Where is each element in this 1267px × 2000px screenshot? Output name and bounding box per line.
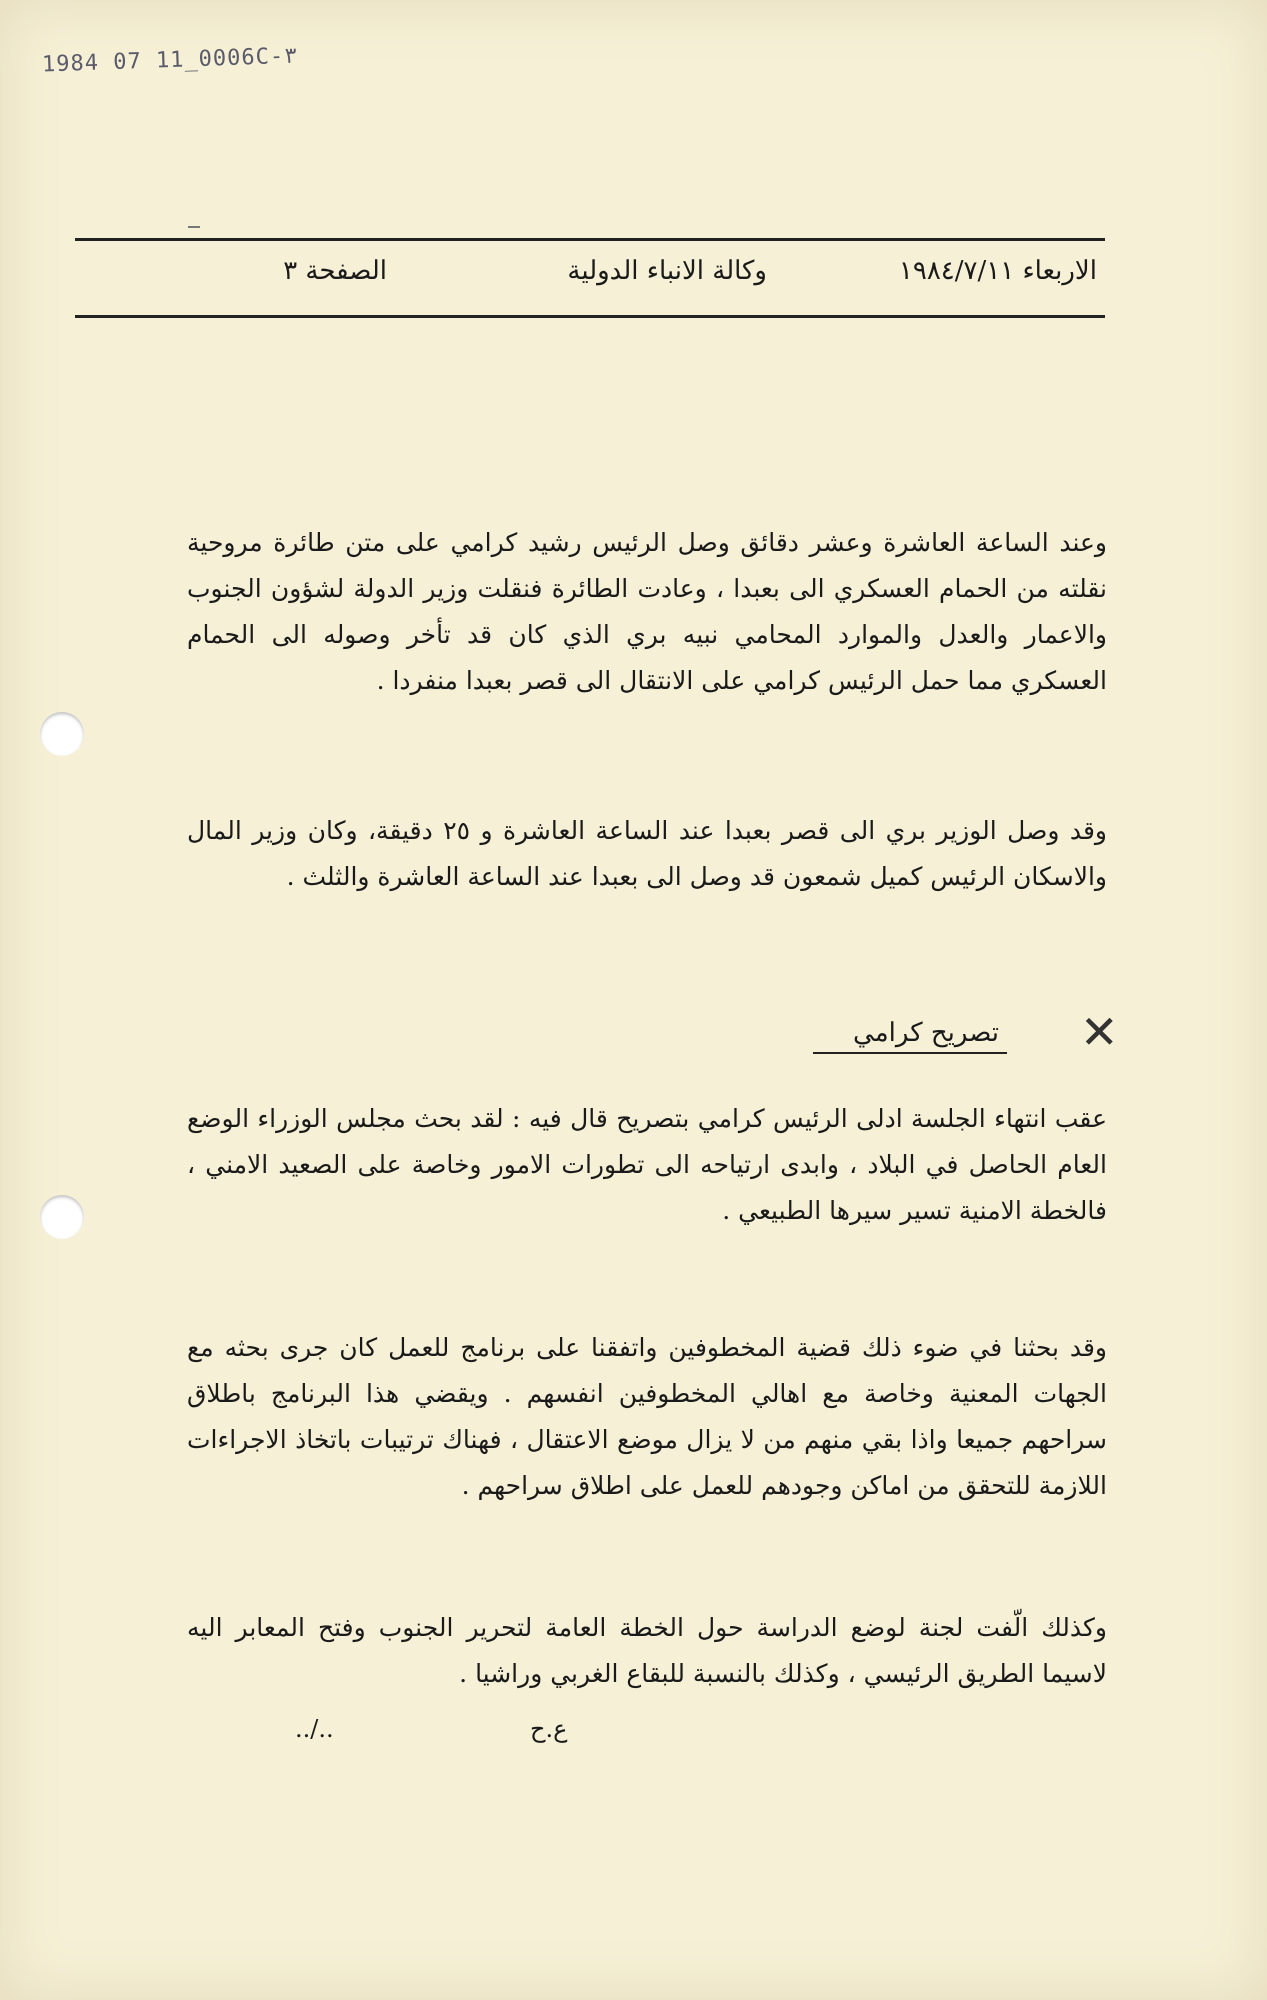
ink-speck (188, 226, 200, 228)
reference-code: 1984 07 11_0006C-٣ (41, 43, 298, 78)
paragraph-arrival-karami: وعند الساعة العاشرة وعشر دقائق وصل الرئيس رشيد كرامي على متن طائرة مروحية نقلته من الحمام العسكري الى بعبدا ، وعادت الطائرة فنقلت وزير الدولة لشؤون الجنوب والاعمار والعدل والموارد المحامي نبيه بري الذي كان قد تأخر وصوله الى الحمام العسكري مما حمل الرئيس كرامي على الانتقال الى قصر بعبدا منفردا . (187, 528, 1107, 695)
continuation-mark: ../.. (295, 1715, 334, 1743)
section-subtitle: تصريح كرامي (813, 1018, 1007, 1054)
header-top-rule (75, 238, 1105, 241)
margin-x-mark: ✕ (1080, 1005, 1119, 1059)
paragraph-arrival-berri: وقد وصل الوزير بري الى قصر بعبدا عند الساعة العاشرة و ٢٥ دقيقة، وكان وزير المال والاسكان الرئيس كميل شمعون قد وصل الى بعبدا عند الساعة العاشرة والثلث . (187, 816, 1107, 891)
punch-hole (40, 1195, 84, 1239)
paragraph-statement-intro: عقب انتهاء الجلسة ادلى الرئيس كرامي بتصريح قال فيه : لقد بحث مجلس الوزراء الوضع العام الحاصل في البلاد ، وابدى ارتياحه الى تطورات الامور وخاصة على الصعيد الامني ، فالخطة الامنية تسير سيرها الطبيعي . (187, 1104, 1107, 1225)
punch-hole (40, 712, 84, 756)
paragraph-statement-south: وكذلك الّفت لجنة لوضع الدراسة حول الخطة العامة لتحرير الجنوب وفتح المعابر اليه لاسيما الطريق الرئيسي ، وكذلك بالنسبة للبقاع الغربي وراشيا . (187, 1613, 1107, 1688)
header-date: الاربعاء ١٩٨٤/٧/١١ (898, 256, 1097, 286)
author-initials: ع.ح (530, 1715, 568, 1743)
header-bottom-rule (75, 315, 1105, 318)
paragraph-statement-kidnapped: وقد بحثنا في ضوء ذلك قضية المخطوفين واتفقنا على برنامج للعمل كان جرى بحثه مع الجهات المعنية وخاصة مع اهالي المخطوفين انفسهم . ويقضي هذا البرنامج باطلاق سراحهم جميعا واذا بقي منهم من لا يزال موضع الاعتقال ، فهناك ترتيبات باتخاذ الاجراءات اللازمة للتحقق من اماكن وجودهم للعمل على اطلاق سراحهم . (187, 1333, 1107, 1500)
header-agency: وكالة الانباء الدولية (567, 256, 767, 286)
header-page-number: الصفحة ٣ (283, 256, 387, 286)
